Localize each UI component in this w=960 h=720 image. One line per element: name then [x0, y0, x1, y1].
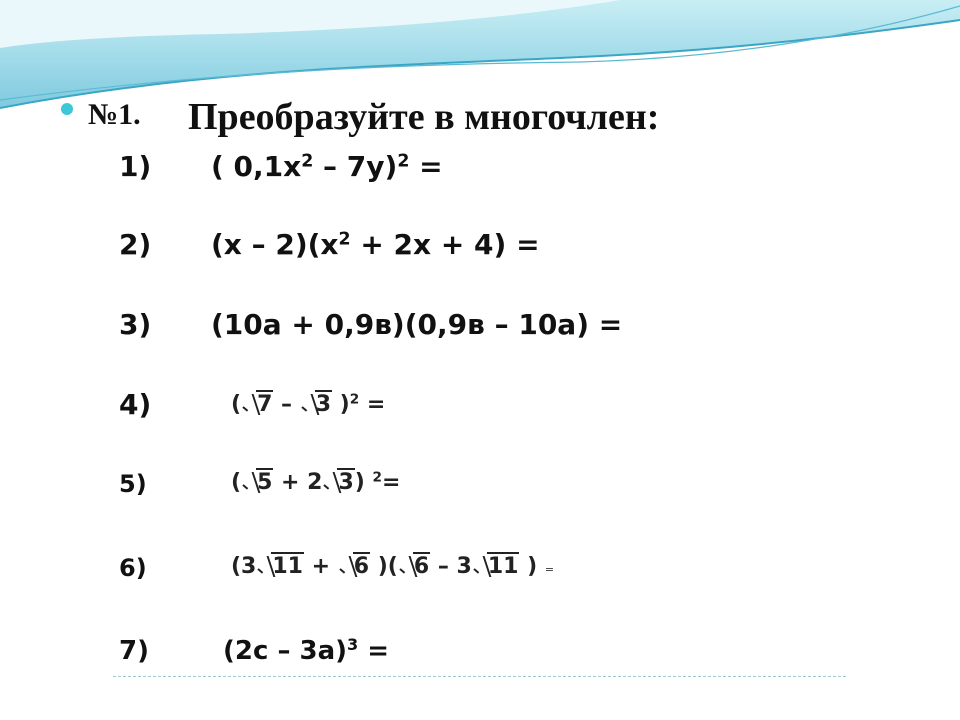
bottom-divider	[113, 676, 846, 677]
exercise-expression: (10a + 0,9в)(0,9в – 10a) =	[211, 308, 623, 341]
exercise-label: 2)	[119, 228, 152, 261]
exercise-label: 7)	[119, 636, 149, 666]
exercise-label: 6)	[119, 554, 147, 582]
exercise-label: 5)	[119, 470, 147, 498]
exercise-label: 1)	[119, 150, 152, 183]
exercise-expression: ( $0,1x^2 - 7y)^2$ =	[211, 150, 443, 183]
bullet-icon	[61, 103, 73, 115]
task-number: №1.	[88, 98, 141, 131]
exercise-expression: (3 11 + 6 )( 6 – 3 11 ) =	[231, 554, 555, 579]
exercise-expression: ( 5 + 2 3) $^2$=	[231, 469, 401, 495]
exercise-expression: $(x - 2)(x^2 + 2x + 4)$ =	[211, 228, 540, 261]
exercise-expression: ( 7 – 3 )$^2$ =	[231, 391, 386, 417]
task-title: Преобразуйте в многочлен:	[188, 96, 660, 138]
exercise-expression: (2c – 3a)$^3$ =	[223, 635, 390, 666]
exercise-panel	[113, 140, 846, 676]
exercise-label: 3)	[119, 308, 152, 341]
exercise-label: 4)	[119, 388, 152, 421]
